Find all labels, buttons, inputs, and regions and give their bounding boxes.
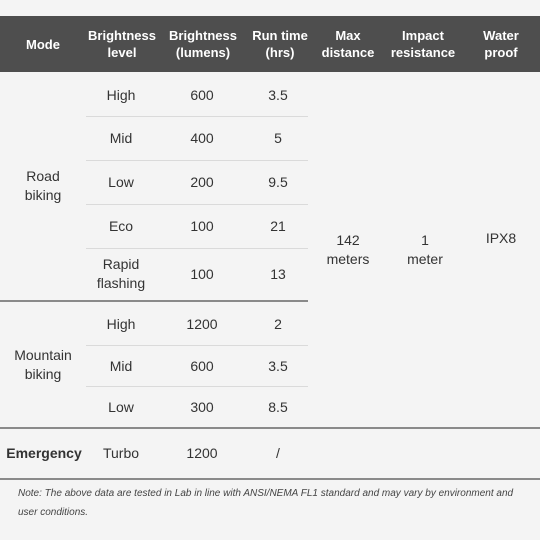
table-cell-runtime: 21 [270,217,286,234]
table-cell-level: Mid [109,357,133,374]
mode-emergency: Emergency [6,444,82,461]
table-cell-lumens: 200 [190,173,214,190]
header-impact-resistance: Impact resistance [390,28,456,60]
table-cell-lumens: 300 [190,398,214,415]
table-cell-runtime: 8.5 [268,398,288,415]
header-brightness-lumens: Brightness (lumens) [169,28,237,60]
table-cell-level: Rapid flashing [96,256,146,291]
table-cell-level: High [106,315,136,332]
mode-road-biking: Road biking [24,168,62,203]
cell-impact-resistance: 1 meter [407,231,443,267]
table-cell-lumens: 1200 [186,315,218,332]
mode-mountain-biking: Mountain biking [14,347,72,382]
table-cell-runtime: 2 [274,315,282,332]
cell-waterproof: IPX8 [485,229,517,246]
cell-max-distance: 142 meters [326,231,370,267]
table-cell-runtime: 3.5 [268,86,288,103]
header-run-time: Run time (hrs) [252,28,308,60]
table-cell-level: Eco [108,217,134,234]
table-header [0,16,540,72]
table-cell-lumens: 100 [190,217,214,234]
footnote: Note: The above data are tested in Lab in line with ANSI/NEMA FL1 standard and may vary by environment and user conditions. [18,488,514,518]
table-cell-level: Mid [109,129,133,146]
table-cell-runtime: 3.5 [268,357,288,374]
header-waterproof: Water proof [483,28,519,60]
table-cell-lumens: 600 [190,86,214,103]
table-bottom-border [0,478,540,480]
table-cell-runtime: 5 [274,129,282,146]
table-cell-runtime: / [276,444,280,461]
header-mode: Mode [26,36,60,52]
table-cell-runtime: 13 [270,265,286,282]
table-cell-lumens: 100 [190,265,214,282]
table-cell-level: Turbo [102,444,140,461]
header-max-distance: Max distance [321,28,375,60]
table-cell-level: High [106,86,136,103]
table-cell-lumens: 1200 [186,444,218,461]
table-cell-runtime: 9.5 [268,173,288,190]
table-cell-lumens: 400 [190,129,214,146]
table-cell-lumens: 600 [190,357,214,374]
header-brightness-level: Brightness level [88,28,156,60]
table-cell-level: Low [108,173,134,190]
table-cell-level: Low [108,398,134,415]
